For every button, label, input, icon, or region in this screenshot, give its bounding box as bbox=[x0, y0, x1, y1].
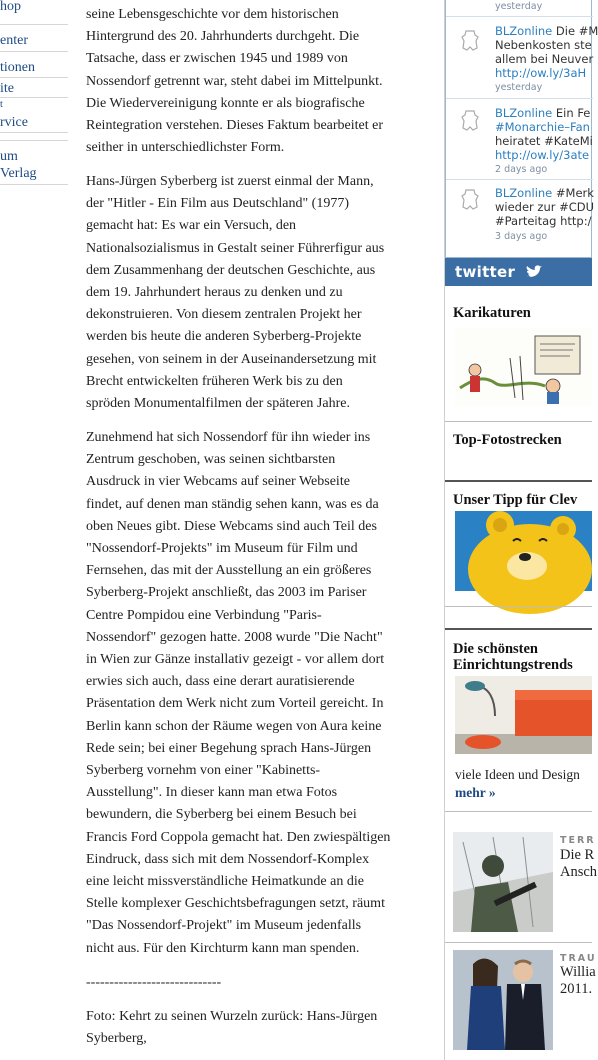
tweet-text: allem bei Neuver bbox=[495, 52, 594, 66]
article-line: Centre Pompidou eine Verbindung "Paris- bbox=[86, 607, 322, 623]
article-line: Zunehmend hat sich Nossendorf für ihn wieder ins bbox=[86, 430, 371, 445]
article-line: Francis Ford Coppola gemacht hat. Den zwiespältigen bbox=[86, 829, 391, 845]
article-line: "Das Nossendorf-Projekt" im Museum jedenfalls bbox=[86, 918, 362, 934]
tweet-time: 2 days ago bbox=[495, 164, 548, 175]
article-line: Die Wiedervereinigung konnte er als biografische bbox=[86, 95, 365, 111]
article-line: erwies sich auch, dass eine derart auratisierende bbox=[86, 674, 355, 690]
article-line: findet, auf denen man ständig sehen kann, was es da bbox=[86, 496, 379, 512]
einrichtung-title-line1[interactable]: Die schönsten bbox=[453, 641, 538, 657]
article-separator: ----------------------------- bbox=[86, 975, 222, 990]
nav-item-aktionen[interactable]: tionen bbox=[0, 60, 35, 75]
nav-divider bbox=[0, 24, 68, 25]
article-line: Hans-Jürgen Syberberg ist zuerst einmal der Mann, bbox=[86, 174, 374, 189]
article-line: Foto: Kehrt zu seinen Wurzeln zurück: Hans-Jürgen bbox=[86, 1009, 378, 1024]
article-line: Präsentation dem Werk nicht zum Vorteil gereicht. In bbox=[86, 696, 384, 712]
article-line: Syberberg-Projekt anschließt, das 2003 im Pariser bbox=[86, 585, 367, 601]
tweet-text: heiratet #KateMi bbox=[495, 134, 593, 148]
article-line: Syberberg vornehm von einer "Kabinetts- bbox=[86, 763, 321, 779]
article-line: Zentrum geschoben, was seinen sichtbarsten bbox=[86, 452, 336, 468]
article-line: gemacht hat: Es war ein Versuch, den bbox=[86, 218, 297, 234]
article-line: eine leicht missverständliche Heimatkunde an die bbox=[86, 874, 364, 890]
teaser-headline[interactable]: Ansch bbox=[560, 864, 598, 880]
nav-divider bbox=[0, 51, 68, 52]
article-line: Reintegration verstehen. Dieses Faktum bearbeitet er bbox=[86, 118, 384, 134]
article-line: Nossendorf" gezogen hatte. 2008 wurde "Die Nacht" bbox=[86, 629, 383, 645]
article-line: dem Zusammenhang der deutschen Geschichte, aus bbox=[86, 262, 376, 278]
tweet-link[interactable]: http://ow.ly/3aH bbox=[495, 66, 587, 80]
article-line: Berlin kann schon der Räume wegen von Aura keine bbox=[86, 718, 382, 734]
teaser-headline[interactable]: Willia bbox=[560, 964, 596, 980]
section-divider bbox=[445, 942, 592, 943]
top-fotostrecken-title[interactable]: Top-Fotostrecken bbox=[453, 432, 562, 448]
article-line: Eindruck, dass sich mit dem Nossendorf-Komplex bbox=[86, 851, 370, 867]
tweet-hashtag[interactable]: #Monarchie–Fan bbox=[495, 120, 590, 134]
tweet-text: wieder zur #CDU bbox=[495, 200, 595, 214]
teaser-kicker: TRAU bbox=[560, 953, 597, 964]
tweet-divider bbox=[446, 16, 593, 17]
teaser-headline[interactable]: Die R bbox=[560, 847, 595, 863]
tweet-time: yesterday bbox=[495, 1, 543, 12]
nav-item-center[interactable]: enter bbox=[0, 33, 28, 48]
article-line: werden bis heute die anderen Syberberg-Projekte bbox=[86, 329, 362, 345]
nav-divider bbox=[0, 97, 68, 98]
twitter-footer[interactable] bbox=[445, 258, 592, 286]
article-line: bewundern, die Syberberg bei einem Besuch bei bbox=[86, 807, 357, 823]
nav-item-seite[interactable]: ite bbox=[0, 81, 14, 96]
nav-divider bbox=[0, 184, 68, 185]
article-line: Nationalsozialismus in Gestalt seiner Führerfigur aus bbox=[86, 240, 385, 256]
article-paragraph-1 bbox=[86, 4, 422, 159]
nav-item-verlag[interactable]: Verlag bbox=[0, 166, 37, 181]
article-line: Hintergrund des 20. Jahrhunderts durchgeht. Die bbox=[86, 29, 360, 45]
tweet-text: Die #M bbox=[552, 24, 598, 38]
royal-couple-image[interactable] bbox=[453, 950, 553, 1050]
article-line: spröden Monumentalfilmen der späteren Jahre. bbox=[86, 396, 350, 412]
cartoon-image[interactable] bbox=[455, 328, 592, 406]
police-officer-image[interactable] bbox=[453, 832, 553, 932]
article-line: nicht aus. Für den Kirchturm kann man spenden. bbox=[86, 940, 360, 956]
nav-divider bbox=[0, 140, 68, 141]
tweet-time: yesterday bbox=[495, 82, 543, 93]
article-line: seine Lebensgeschichte vor dem historischen bbox=[86, 7, 339, 22]
article-line: gesehen, von seinem in der Auseinandersetzung mit bbox=[86, 351, 377, 367]
nav-item-service[interactable]: rvice bbox=[0, 115, 28, 130]
article-line: der "Hitler - Ein Film aus Deutschland" (1977) bbox=[86, 196, 349, 212]
tweet-divider bbox=[446, 98, 593, 99]
interior-image[interactable] bbox=[455, 676, 592, 754]
tweet-text: Ein Fe bbox=[552, 106, 591, 120]
bear-crest-icon bbox=[458, 187, 482, 211]
article-line: Fernsehen, das mit der Ausstellung an ein größeres bbox=[86, 563, 372, 579]
tweet-text: #Merk bbox=[552, 186, 594, 200]
article-line: in Wien zur Gänze installativ gezeigt - vor allem dort bbox=[86, 652, 385, 668]
article-line: Ausstellung". In dieser kann man etwa Fotos bbox=[86, 785, 338, 801]
article-line: seither in unterschiedlichster Form. bbox=[86, 140, 285, 156]
tweet-link[interactable]: http://ow.ly/3ate bbox=[495, 148, 590, 162]
bear-crest-icon bbox=[458, 28, 482, 52]
twitter-logo: twitter bbox=[455, 263, 516, 281]
nav-divider bbox=[0, 77, 68, 78]
nav-item-t[interactable]: t bbox=[0, 99, 3, 110]
teaser-headline[interactable]: 2011. bbox=[560, 981, 593, 997]
tweet-time: 3 days ago bbox=[495, 231, 548, 242]
nav-divider bbox=[0, 132, 68, 133]
article-line: "Nossendorf-Projekts" im Museum für Film und bbox=[86, 541, 358, 557]
article-line: Nossendorf getrennt war, steht dabei im Mittelpunkt. bbox=[86, 73, 383, 89]
tweet-divider bbox=[446, 179, 593, 180]
tweet-user[interactable]: BLZonline bbox=[495, 186, 553, 200]
tipp-title[interactable]: Unser Tipp für Clev bbox=[453, 492, 578, 508]
article-line: oben Neues gibt. Diese Webcams sind auch Teil des bbox=[86, 518, 377, 534]
teaser-kicker: TERR bbox=[560, 835, 596, 846]
article-line: Tatsache, dass er zwischen 1945 und 1989 von bbox=[86, 51, 348, 67]
twitter-bird-icon bbox=[525, 265, 543, 279]
tweet-text: #Parteitag http:/ bbox=[495, 214, 592, 228]
article-line: Brecht entwickelten früheren Werk bis zu den bbox=[86, 373, 343, 389]
article-line: Stelle komplexer Geschichtsbefragungen setzt, räumt bbox=[86, 896, 385, 912]
tweet-user[interactable]: BLZonline bbox=[495, 24, 553, 38]
article-line: dem 19. Jahrhundert heraus zu denken und zu bbox=[86, 285, 343, 301]
photo-caption bbox=[86, 1006, 422, 1050]
nav-item-shop[interactable]: hop bbox=[0, 0, 21, 14]
karikaturen-title[interactable]: Karikaturen bbox=[453, 305, 531, 321]
article-paragraph-3 bbox=[86, 427, 422, 960]
einrichtung-title-line2[interactable]: Einrichtungstrends bbox=[453, 657, 573, 673]
section-divider bbox=[445, 606, 592, 607]
tweet-text: Nebenkosten ste bbox=[495, 38, 592, 52]
article-line: dekonstruieren. Von diesem zentralen Projekt her bbox=[86, 307, 362, 323]
section-divider bbox=[445, 421, 592, 422]
article-paragraph-2 bbox=[86, 171, 422, 415]
section-divider bbox=[445, 628, 592, 630]
more-link[interactable]: mehr » bbox=[455, 785, 496, 800]
section-divider bbox=[445, 811, 592, 812]
twitter-widget bbox=[445, 0, 598, 258]
einrichtung-teaser-text: viele Ideen und Design bbox=[455, 767, 580, 782]
bear-crest-icon bbox=[458, 108, 482, 132]
teddy-bear-image[interactable] bbox=[455, 511, 592, 591]
nav-item-museum[interactable]: um bbox=[0, 149, 18, 164]
article-line: Syberberg, bbox=[86, 1031, 147, 1047]
article-line: Ausdruck in vier Webcams auf seiner Webseite bbox=[86, 474, 350, 490]
right-sidebar bbox=[444, 0, 598, 1060]
tweet-user[interactable]: BLZonline bbox=[495, 106, 553, 120]
article-line: Rede sein; bei einer Begehung sprach Hans-Jürgen bbox=[86, 740, 372, 756]
section-divider bbox=[445, 480, 592, 482]
